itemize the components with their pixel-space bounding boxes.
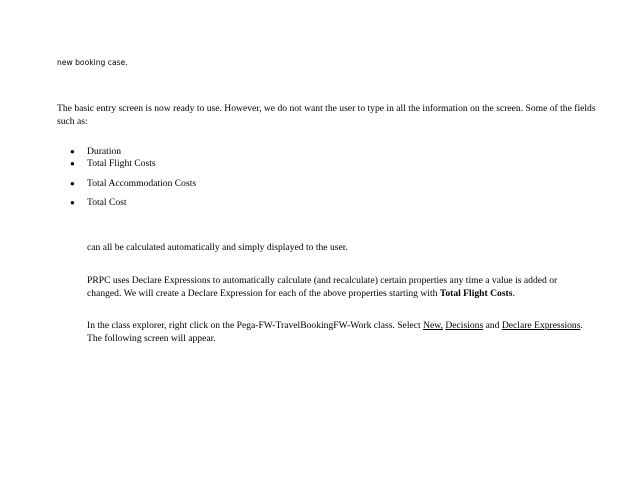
paragraph-declare-expressions <box>87 275 587 300</box>
paragraph-text: In the class explorer, right click on the Pega-FW-TravelBookingFW-Work class. Select <box>87 320 424 331</box>
paragraph-intro-fields: The basic entry screen is now ready to use. However, we do not want the user to type in all the information on the screen. Some of the fields such as: <box>57 103 596 127</box>
paragraph-text: and <box>483 320 502 331</box>
list-item-label: Duration <box>87 146 122 157</box>
bullet-icon: ● <box>70 159 75 168</box>
list-item <box>70 158 156 170</box>
bullet-icon: ● <box>70 198 75 207</box>
paragraph-text: . The following screen will appear. <box>87 320 583 344</box>
paragraph-text: . <box>512 287 515 299</box>
paragraph-calculated: can all be calculated automatically and simply displayed to the user. <box>87 242 348 253</box>
list-item <box>70 146 121 158</box>
intro-text: new booking case. <box>57 58 128 67</box>
bold-term: Total Flight Costs <box>439 287 513 299</box>
list-item-label: Total Accommodation Costs <box>87 178 197 189</box>
paragraph-text: PRPC uses Declare Expressions to automatically calculate (and recalculate) certain properties any time a value is added or changed. We will create a Declare Expression for each of the above properties starting with <box>87 275 558 299</box>
list-item <box>70 178 196 190</box>
bullet-icon: ● <box>70 179 75 188</box>
paragraph-class-explorer <box>87 320 587 345</box>
bullet-icon: ● <box>70 147 75 156</box>
list-item <box>70 197 127 209</box>
list-item-label: Total Cost <box>87 197 127 208</box>
decisions-link[interactable]: Decisions <box>445 320 484 331</box>
list-item-label: Total Flight Costs <box>87 158 156 169</box>
declare-expressions-link[interactable]: Declare Expressions <box>501 320 581 331</box>
new-link[interactable]: New, <box>423 320 443 331</box>
